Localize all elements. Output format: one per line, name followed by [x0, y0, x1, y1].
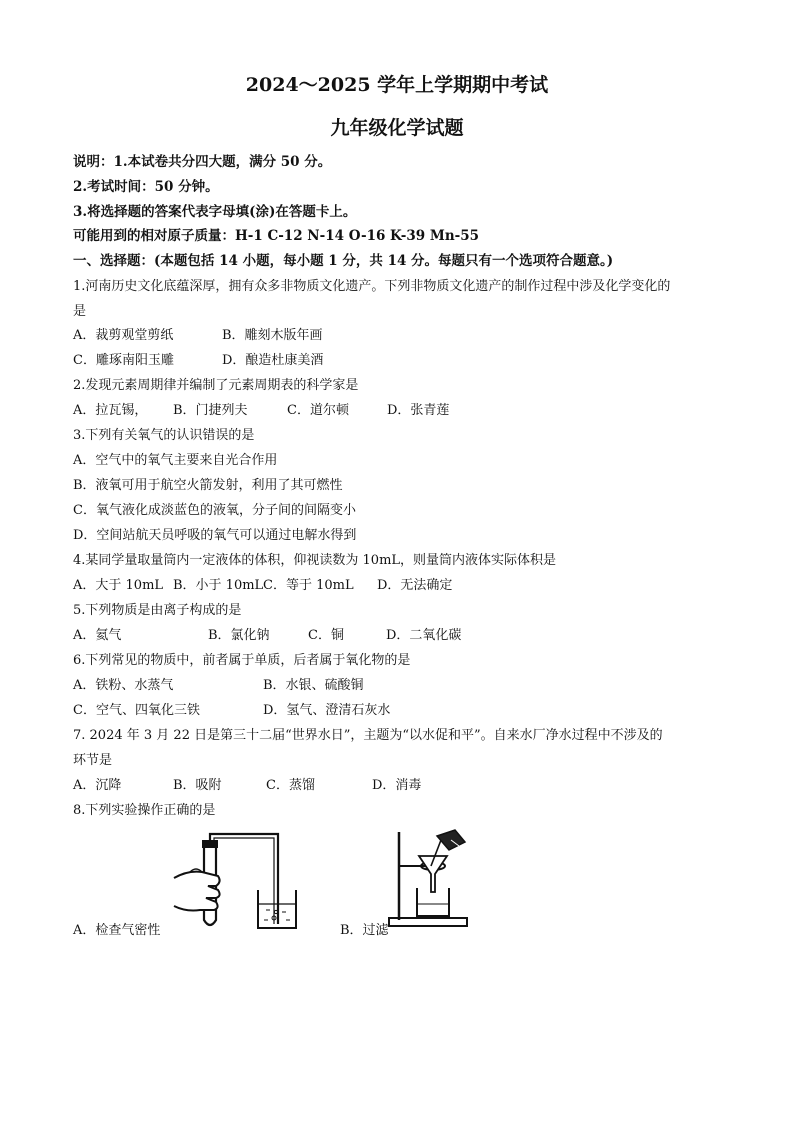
question-7-options — [73, 774, 421, 793]
q1-option-b[interactable]: B．雕刻木版年画 — [222, 328, 323, 343]
q2-option-d[interactable]: D．张青莲 — [387, 403, 450, 418]
instruction-1: 说明：1.本试卷共分四大题，满分 50 分。 — [73, 154, 332, 170]
q4-option-c[interactable]: C．等于 10mL — [263, 578, 354, 593]
question-4-options — [73, 574, 452, 593]
q6-option-d[interactable]: D．氢气、澄清石灰水 — [263, 703, 391, 718]
q1-option-d[interactable]: D．酿造杜康美酒 — [222, 353, 324, 368]
q3-option-d[interactable]: D．空间站航天员呼吸的氧气可以通过电解水得到 — [73, 528, 357, 543]
q3-option-a[interactable]: A．空气中的氧气主要来自光合作用 — [73, 453, 278, 468]
q4-option-b[interactable]: B．小于 10mL — [173, 578, 264, 593]
q8-option-a[interactable]: A．检查气密性 — [73, 923, 161, 938]
q1-option-c[interactable]: C．雕琢南阳玉雕 — [73, 353, 174, 368]
q5-option-d[interactable]: D．二氧化碳 — [386, 628, 462, 643]
q3-option-b[interactable]: B．液氧可用于航空火箭发射，利用了其可燃性 — [73, 478, 343, 493]
exam-subtitle: 九年级化学试题 — [330, 117, 464, 139]
q7-option-d[interactable]: D．消毒 — [372, 778, 422, 793]
q1-option-a[interactable]: A．裁剪观堂剪纸 — [73, 328, 174, 343]
question-6-stem: 6.下列常见的物质中，前者属于单质，后者属于氧化物的是 — [73, 653, 411, 668]
q2-option-c[interactable]: C．道尔顿 — [287, 403, 349, 418]
q6-option-c[interactable]: C．空气、四氧化三铁 — [73, 703, 200, 718]
section-heading: 一、选择题：(本题包括 14 小题，每小题 1 分，共 14 分。每题只有一个选项符合题意。) — [73, 253, 614, 269]
q5-option-c[interactable]: C．铜 — [308, 628, 344, 643]
question-6-options-row1 — [73, 674, 364, 693]
exam-title: 2024～2025 学年上学期期中考试 — [245, 74, 549, 96]
question-2-options — [73, 399, 449, 418]
filtration-illustration — [385, 828, 475, 928]
q7-option-a[interactable]: A．沉降 — [73, 778, 122, 793]
q7-option-b[interactable]: B．吸附 — [173, 778, 222, 793]
question-1-options-row2 — [73, 349, 323, 368]
question-5-stem: 5.下列物质是由离子构成的是 — [73, 603, 242, 618]
q3-option-c[interactable]: C．氧气液化成淡蓝色的液氧，分子间的间隔变小 — [73, 503, 356, 518]
q2-option-b[interactable]: B．门捷列夫 — [173, 403, 248, 418]
question-2-stem: 2.发现元素周期律并编制了元素周期表的科学家是 — [73, 378, 359, 393]
atomic-mass-line: 可能用到的相对原子质量：H-1 C-12 N-14 O-16 K-39 Mn-55 — [73, 228, 480, 244]
question-5-options — [73, 624, 461, 643]
question-7-stem-cont: 环节是 — [73, 753, 113, 768]
q5-option-a[interactable]: A．氦气 — [73, 628, 122, 643]
q4-option-a[interactable]: A．大于 10mL — [73, 578, 164, 593]
q5-option-b[interactable]: B．氯化钠 — [208, 628, 270, 643]
question-1-stem-cont: 是 — [73, 304, 87, 319]
q4-option-d[interactable]: D．无法确定 — [377, 578, 453, 593]
q2-option-a[interactable]: A．拉瓦锡， — [73, 403, 148, 418]
question-3-stem: 3.下列有关氧气的认识错误的是 — [73, 428, 255, 443]
instruction-2: 2.考试时间：50 分钟。 — [73, 179, 219, 195]
question-7-stem: 7. 2024 年 3 月 22 日是第三十二届“世界水日”，主题为“以水促和平”。自来水厂净水过程中不涉及的 — [73, 728, 663, 743]
airtightness-check-illustration — [170, 832, 310, 932]
question-8-stem: 8.下列实验操作正确的是 — [73, 803, 216, 818]
question-4-stem: 4.某同学量取量筒内一定液体的体积，仰视读数为 10mL，则量筒内液体实际体积是 — [73, 553, 557, 568]
q7-option-c[interactable]: C．蒸馏 — [266, 778, 315, 793]
q6-option-b[interactable]: B．水银、硫酸铜 — [263, 678, 364, 693]
instruction-3: 3.将选择题的答案代表字母填(涂)在答题卡上。 — [73, 204, 357, 220]
question-1-options-row1 — [73, 324, 323, 343]
question-1-stem: 1.河南历史文化底蕴深厚，拥有众多非物质文化遗产。下列非物质文化遗产的制作过程中涉及化学变化的 — [73, 279, 671, 294]
question-6-options-row2 — [73, 699, 390, 718]
q8-option-b[interactable]: B．过滤 — [340, 923, 389, 938]
q6-option-a[interactable]: A．铁粉、水蒸气 — [73, 678, 174, 693]
